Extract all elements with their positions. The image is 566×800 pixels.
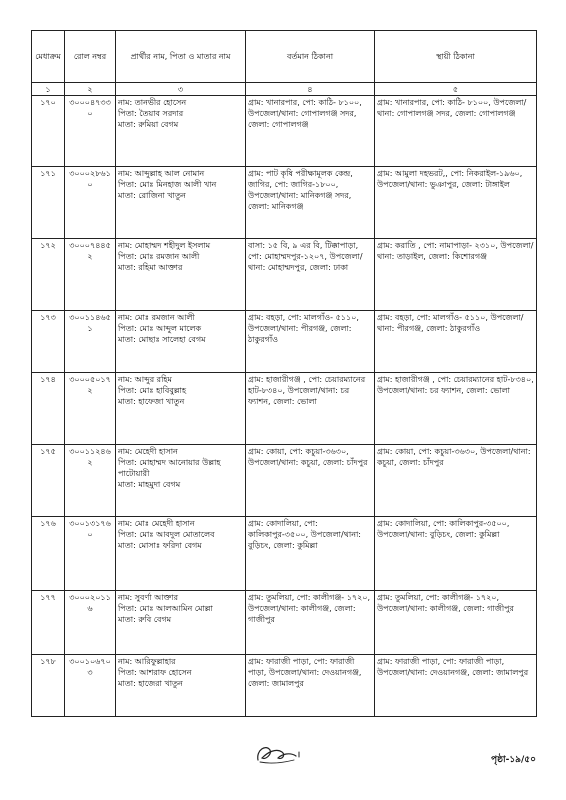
- name-cell: [116, 239, 246, 311]
- candidate-name: নাম: সুবর্ণা আক্তার: [118, 593, 179, 602]
- merit-list-table: [31, 30, 537, 717]
- father-name: পিতা: মোঃ আবদুল মোতালেব: [118, 530, 215, 539]
- serial-cell: ১৭৮: [32, 655, 65, 717]
- page-number: পৃষ্ঠা-১৯/৫০: [491, 755, 536, 765]
- roll-cell: ৩০০১১৪৬৫১: [65, 311, 116, 373]
- header-serial: মেধাক্রম: [32, 31, 65, 83]
- mother-name: মাতা: রোজিনা খাতুন: [118, 191, 186, 200]
- table-row: [32, 591, 537, 655]
- table-row: [32, 655, 537, 717]
- candidate-name: নাম: মোহাম্মদ শহীদুল ইসলাম: [118, 241, 211, 250]
- roll-cell: ৩০০১০৬৭০৩: [65, 655, 116, 717]
- serial-cell: ১৭২: [32, 239, 65, 311]
- name-cell: [116, 96, 246, 167]
- roll-cell: ৩০০০৫০১৭২: [65, 373, 116, 445]
- father-name: পিতা: মোঃ হাবিবুল্লাহ: [118, 386, 187, 395]
- serial-cell: ১৭৭: [32, 591, 65, 655]
- mother-name: মাতা: মাহমুদা বেগম: [118, 480, 181, 489]
- permanent-address-cell: [375, 373, 537, 445]
- table-row: [32, 96, 537, 167]
- header-row: [32, 31, 537, 83]
- candidate-name: নাম: আব্দুল্লাহ আল নোমান: [118, 169, 205, 178]
- permanent-address-cell: [375, 311, 537, 373]
- roll-cell: ৩০০১১২৪৬২: [65, 445, 116, 517]
- present-address: গ্রাম: ফারাজী পাড়া, পো: ফারাজী পাড়া, উপজেলা/থানা: দেওয়ানগঞ্জ, জেলা: জামালপুর: [248, 657, 362, 688]
- candidate-name: নাম: আব্দুর রহিম: [118, 375, 173, 384]
- serial-cell: ১৭০: [32, 96, 65, 167]
- header-present-address: বর্তমান ঠিকানা: [246, 31, 375, 83]
- father-name: পিতা: মোঃ আব্দুল মালেক: [118, 324, 202, 333]
- permanent-address-cell: [375, 167, 537, 239]
- permanent-address: গ্রাম: ফারাজী পাড়া, পো: ফারাজী পাড়া, উপজেলা/থানা: দেওয়ানগঞ্জ, জেলা: জামালপুর: [377, 657, 529, 677]
- father-name: পিতা: মোঃ আলআমিন মোল্লা: [118, 604, 213, 613]
- table-row: [32, 167, 537, 239]
- table-row: [32, 239, 537, 311]
- mother-name: মাতা: মোসাঃ ফরিদা বেগম: [118, 541, 202, 550]
- mother-name: মাতা: মোছাঃ সালেহা বেগম: [118, 335, 206, 344]
- serial-cell: ১৭৪: [32, 373, 65, 445]
- permanent-address-cell: [375, 445, 537, 517]
- serial-cell: ১৭৬: [32, 517, 65, 591]
- table-row: [32, 517, 537, 591]
- name-cell: [116, 373, 246, 445]
- permanent-address: গ্রাম: খানারপার, পো: কাঠি- ৮১০০, উপজেলা/থানা: গোপালগঞ্জ সদর, জেলা: গোপালগঞ্জ: [377, 98, 527, 118]
- present-address-cell: [246, 591, 375, 655]
- mother-name: মাতা: রুবি বেগম: [118, 615, 172, 624]
- serial-cell: ১৭১: [32, 167, 65, 239]
- permanent-address: গ্রাম: কোয়া, পো: কচুয়া-৩৬৩০, উপজেলা/থানা: কচুয়া, জেলা: চাঁদপুর: [377, 447, 531, 467]
- serial-cell: ১৭৩: [32, 311, 65, 373]
- father-name: পিতা: মোহাম্মদ আনোয়ার উল্লাহ পাটোয়ারী: [118, 458, 221, 478]
- candidate-name: নাম: মোঃ মেহেদী হাসান: [118, 519, 195, 528]
- present-address-cell: [246, 311, 375, 373]
- column-number: ১: [32, 83, 65, 96]
- father-name: পিতা: মোঃ রমজান আলী: [118, 252, 200, 261]
- mother-name: মাতা: রুমিয়া বেগম: [118, 120, 179, 129]
- present-address: গ্রাম: কোদালিয়া, পো: কালিকাপুর-৩৫০০, উপজেলা/থানা: বুড়িচং, জেলা: কুমিল্লা: [248, 519, 361, 550]
- header-name: প্রার্থীর নাম, পিতা ও মাতার নাম: [116, 31, 246, 83]
- candidate-name: নাম: আরিফুল্লাহার: [118, 657, 176, 666]
- present-address: গ্রাম: খানারপার, পো: কাঠি- ৮১০০, উপজেলা/থানা: গোপালগঞ্জ সদর, জেলা: গোপালগঞ্জ: [248, 98, 362, 129]
- present-address-cell: [246, 96, 375, 167]
- permanent-address: গ্রাম: আমুলা দহভরট,, পো: নিকরাইল-১৯৬০, উপজেলা/থানা: ভুঞাপুর, জেলা: টাঙ্গাইল: [377, 169, 523, 189]
- mother-name: মাতা: হাজেরা খাতুন: [118, 679, 183, 688]
- name-cell: [116, 167, 246, 239]
- serial-cell: ১৭৫: [32, 445, 65, 517]
- candidate-name: নাম: মোঃ রমজান আলী: [118, 313, 195, 322]
- permanent-address-cell: [375, 655, 537, 717]
- permanent-address: গ্রাম: করাতি , পো: নামাপাড়া- ২৩১০, উপজেলা/থানা: তাড়াইল, জেলা: কিশোরগঞ্জ: [377, 241, 534, 261]
- permanent-address-cell: [375, 96, 537, 167]
- roll-cell: ৩০০১৩১৭৬০: [65, 517, 116, 591]
- candidate-name: নাম: মেহেদী হাসান: [118, 447, 178, 456]
- father-name: পিতা: আশরাফ হোসেন: [118, 668, 192, 677]
- permanent-address: গ্রাম: বহড়া, পো: মালগাঁও- ৫১১০, উপজেলা/থানা: পীরগঞ্জ, জেলা: ঠাকুরগাঁও: [377, 313, 524, 333]
- permanent-address-cell: [375, 591, 537, 655]
- permanent-address: গ্রাম: তুমলিয়া, পো: কালীগঞ্জ- ১৭২০, উপজেলা/থানা: কালীগঞ্জ, জেলা: গাজীপুর: [377, 593, 514, 613]
- present-address-cell: [246, 167, 375, 239]
- column-number: ২: [65, 83, 116, 96]
- present-address: গ্রাম: হাজারীগঞ্জ , পো: চেয়ারম্যানের হাট-৮৩৪০, উপজেলা/থানা: চর ফ্যাশন, জেলা: ভোলা: [248, 375, 366, 406]
- permanent-address: গ্রাম: কোদালিয়া, পো: কালিকাপুর-৩৫০০, উপজেলা/থানা: বুড়িচং, জেলা: কুমিল্লা: [377, 519, 510, 539]
- name-cell: [116, 591, 246, 655]
- present-address-cell: [246, 655, 375, 717]
- header-permanent-address: স্থায়ী ঠিকানা: [375, 31, 537, 83]
- column-number: ৩: [116, 83, 246, 96]
- present-address-cell: [246, 373, 375, 445]
- column-number: ৪: [246, 83, 375, 96]
- present-address-cell: [246, 517, 375, 591]
- permanent-address-cell: [375, 517, 537, 591]
- column-number: ৫: [375, 83, 537, 96]
- table-row: [32, 445, 537, 517]
- present-address: গ্রাম: তুমলিয়া, পো: কালীগঞ্জ- ১৭২০, উপজেলা/থানা: কালীগঞ্জ, জেলা: গাজীপুর: [248, 593, 371, 624]
- mother-name: মাতা: রহিমা আক্তার: [118, 263, 183, 272]
- candidate-name: নাম: তানভীর হোসেন: [118, 98, 187, 107]
- name-cell: [116, 517, 246, 591]
- permanent-address-cell: [375, 239, 537, 311]
- header-roll: রোল নম্বর: [65, 31, 116, 83]
- present-address-cell: [246, 239, 375, 311]
- present-address: গ্রাম: কোয়া, পো: কচুয়া-৩৬৩০, উপজেলা/থানা: কচুয়া, জেলা: চাঁদপুর: [248, 447, 368, 467]
- name-cell: [116, 311, 246, 373]
- present-address: বাসা: ১৫ বি, ৯ এর বি, টিক্কাপাড়া, পো: মোহাম্মদপুর-১২০৭, উপজেলা/থানা: মোহাম্মদপুর, জেলা: ঢাকা: [248, 241, 363, 272]
- father-name: পিতা: মোঃ মিনহাজ আলী খান: [118, 180, 217, 189]
- name-cell: [116, 655, 246, 717]
- table-row: [32, 373, 537, 445]
- roll-cell: ৩০০০৭৪৪৫২: [65, 239, 116, 311]
- column-number-row: [32, 83, 537, 96]
- roll-cell: ৩০০০৪৭৩৩০: [65, 96, 116, 167]
- signature-image: [252, 738, 306, 770]
- roll-cell: ৩০০০২৮৬১০: [65, 167, 116, 239]
- present-address-cell: [246, 445, 375, 517]
- father-name: পিতা: তৈয়াব সরদার: [118, 109, 184, 118]
- permanent-address: গ্রাম: হাজারীগঞ্জ , পো: চেয়ারম্যানের হাট-৮৩৪০, উপজেলা/থানা: চর ফ্যাশন, জেলা: ভোলা: [377, 375, 534, 395]
- roll-cell: ৩০০০২০১১৬: [65, 591, 116, 655]
- table-row: [32, 311, 537, 373]
- name-cell: [116, 445, 246, 517]
- present-address: গ্রাম: বহড়া, পো: মালগাঁও- ৫১১০, উপজেলা/থানা: পীরগঞ্জ, জেলা: ঠাকুরগাঁও: [248, 313, 359, 344]
- present-address: গ্রাম: পাট কৃষি পরীক্ষামূলক কেন্দ্র, জাগির, পো: জাগির-১৮০০, উপজেলা/থানা: মানিকগঞ্জ সদর, জেলা: মানিকগঞ্জ: [248, 169, 353, 211]
- mother-name: মাতা: হাফেজা খাতুন: [118, 397, 185, 406]
